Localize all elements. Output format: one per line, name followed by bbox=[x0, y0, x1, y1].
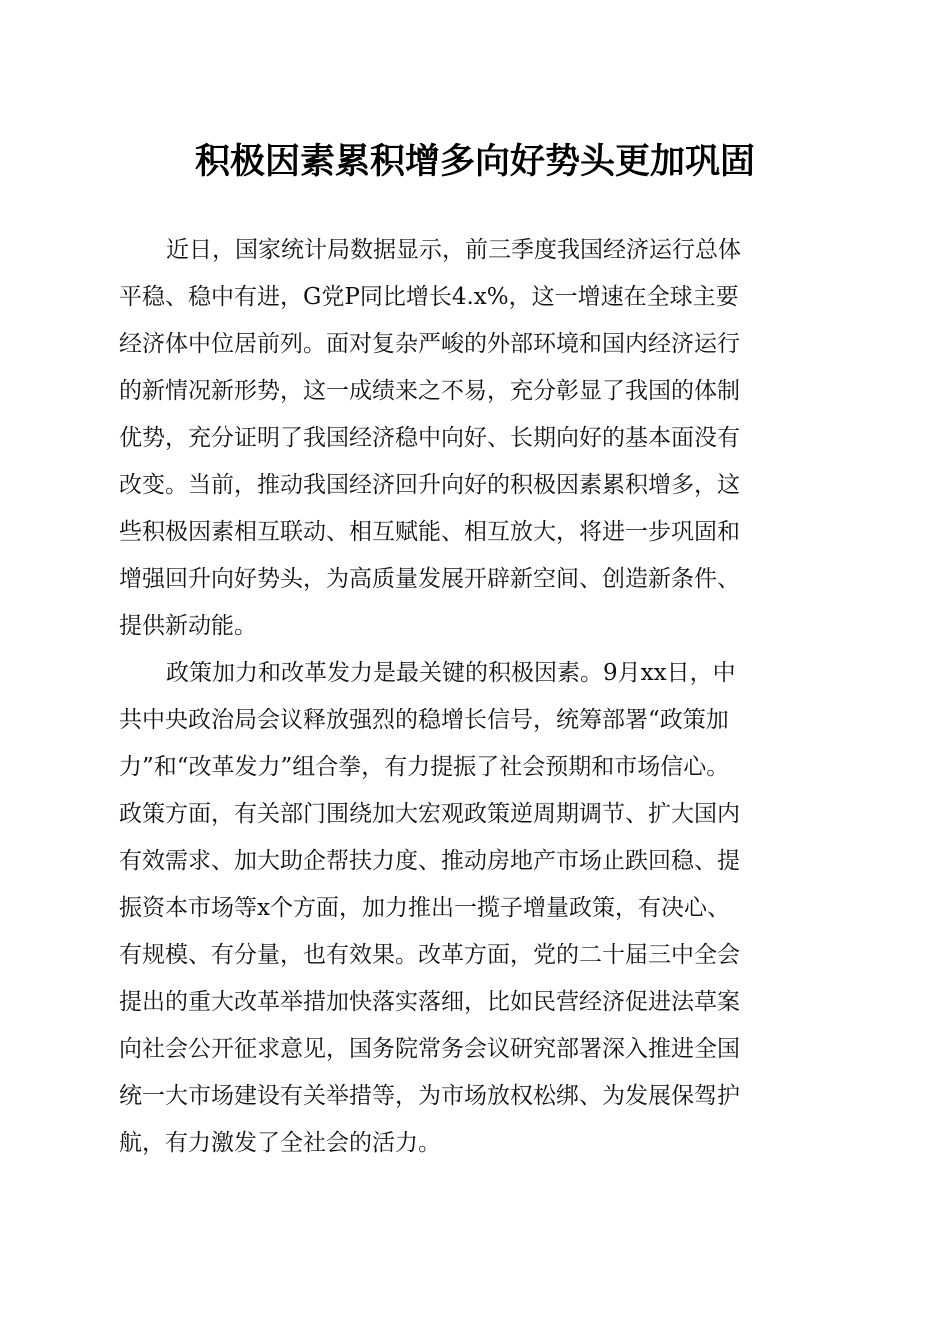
paragraph-line: 有规模、有分量，也有效果。改革方面，党的二十届三中全会 bbox=[119, 942, 740, 968]
paragraph-line: 优势，充分证明了我国经济稳中向好、长期向好的基本面没有 bbox=[119, 425, 740, 451]
paragraph-line: 航，有力激发了全社会的活力。 bbox=[119, 1130, 441, 1156]
paragraph-line: 平稳、稳中有进，G党P同比增长4.x%，这一增速在全球主要 bbox=[119, 284, 739, 310]
document-body bbox=[119, 227, 831, 1167]
paragraph-2 bbox=[119, 650, 831, 1167]
paragraph-line: 经济体中位居前列。面对复杂严峻的外部环境和国内经济运行 bbox=[119, 331, 740, 357]
paragraph-line: 政策方面，有关部门围绕加大宏观政策逆周期调节、扩大国内 bbox=[119, 801, 740, 827]
paragraph-line: 有效需求、加大助企帮扶力度、推动房地产市场止跌回稳、提 bbox=[119, 848, 740, 874]
paragraph-line: 的新情况新形势，这一成绩来之不易，充分彰显了我国的体制 bbox=[119, 378, 740, 404]
paragraph-line: 改变。当前，推动我国经济回升向好的积极因素累积增多，这 bbox=[119, 472, 740, 498]
paragraph-1 bbox=[119, 227, 831, 650]
paragraph-line: 共中央政治局会议释放强烈的稳增长信号，统筹部署“政策加 bbox=[119, 707, 729, 733]
paragraph-line: 近日，国家统计局数据显示，前三季度我国经济运行总体 bbox=[166, 237, 741, 263]
paragraph-line: 政策加力和改革发力是最关键的积极因素。9月xx日，中 bbox=[166, 660, 736, 686]
paragraph-line: 提出的重大改革举措加快落实落细，比如民营经济促进法草案 bbox=[119, 989, 740, 1015]
paragraph-line: 些积极因素相互联动、相互赋能、相互放大，将进一步巩固和 bbox=[119, 519, 740, 545]
paragraph-line: 提供新动能。 bbox=[119, 613, 257, 639]
paragraph-line: 统一大市场建设有关举措等，为市场放权松绑、为发展保驾护 bbox=[119, 1083, 740, 1109]
paragraph-line: 向社会公开征求意见，国务院常务会议研究部署深入推进全国 bbox=[119, 1036, 740, 1062]
paragraph-line: 增强回升向好势头，为高质量发展开辟新空间、创造新条件、 bbox=[119, 566, 740, 592]
document-title: 积极因素累积增多向好势头更加巩固 bbox=[194, 141, 755, 182]
paragraph-line: 振资本市场等x个方面，加力推出一揽子增量政策，有决心、 bbox=[119, 895, 730, 921]
paragraph-line: 力”和“改革发力”组合拳，有力提振了社会预期和市场信心。 bbox=[119, 754, 730, 780]
